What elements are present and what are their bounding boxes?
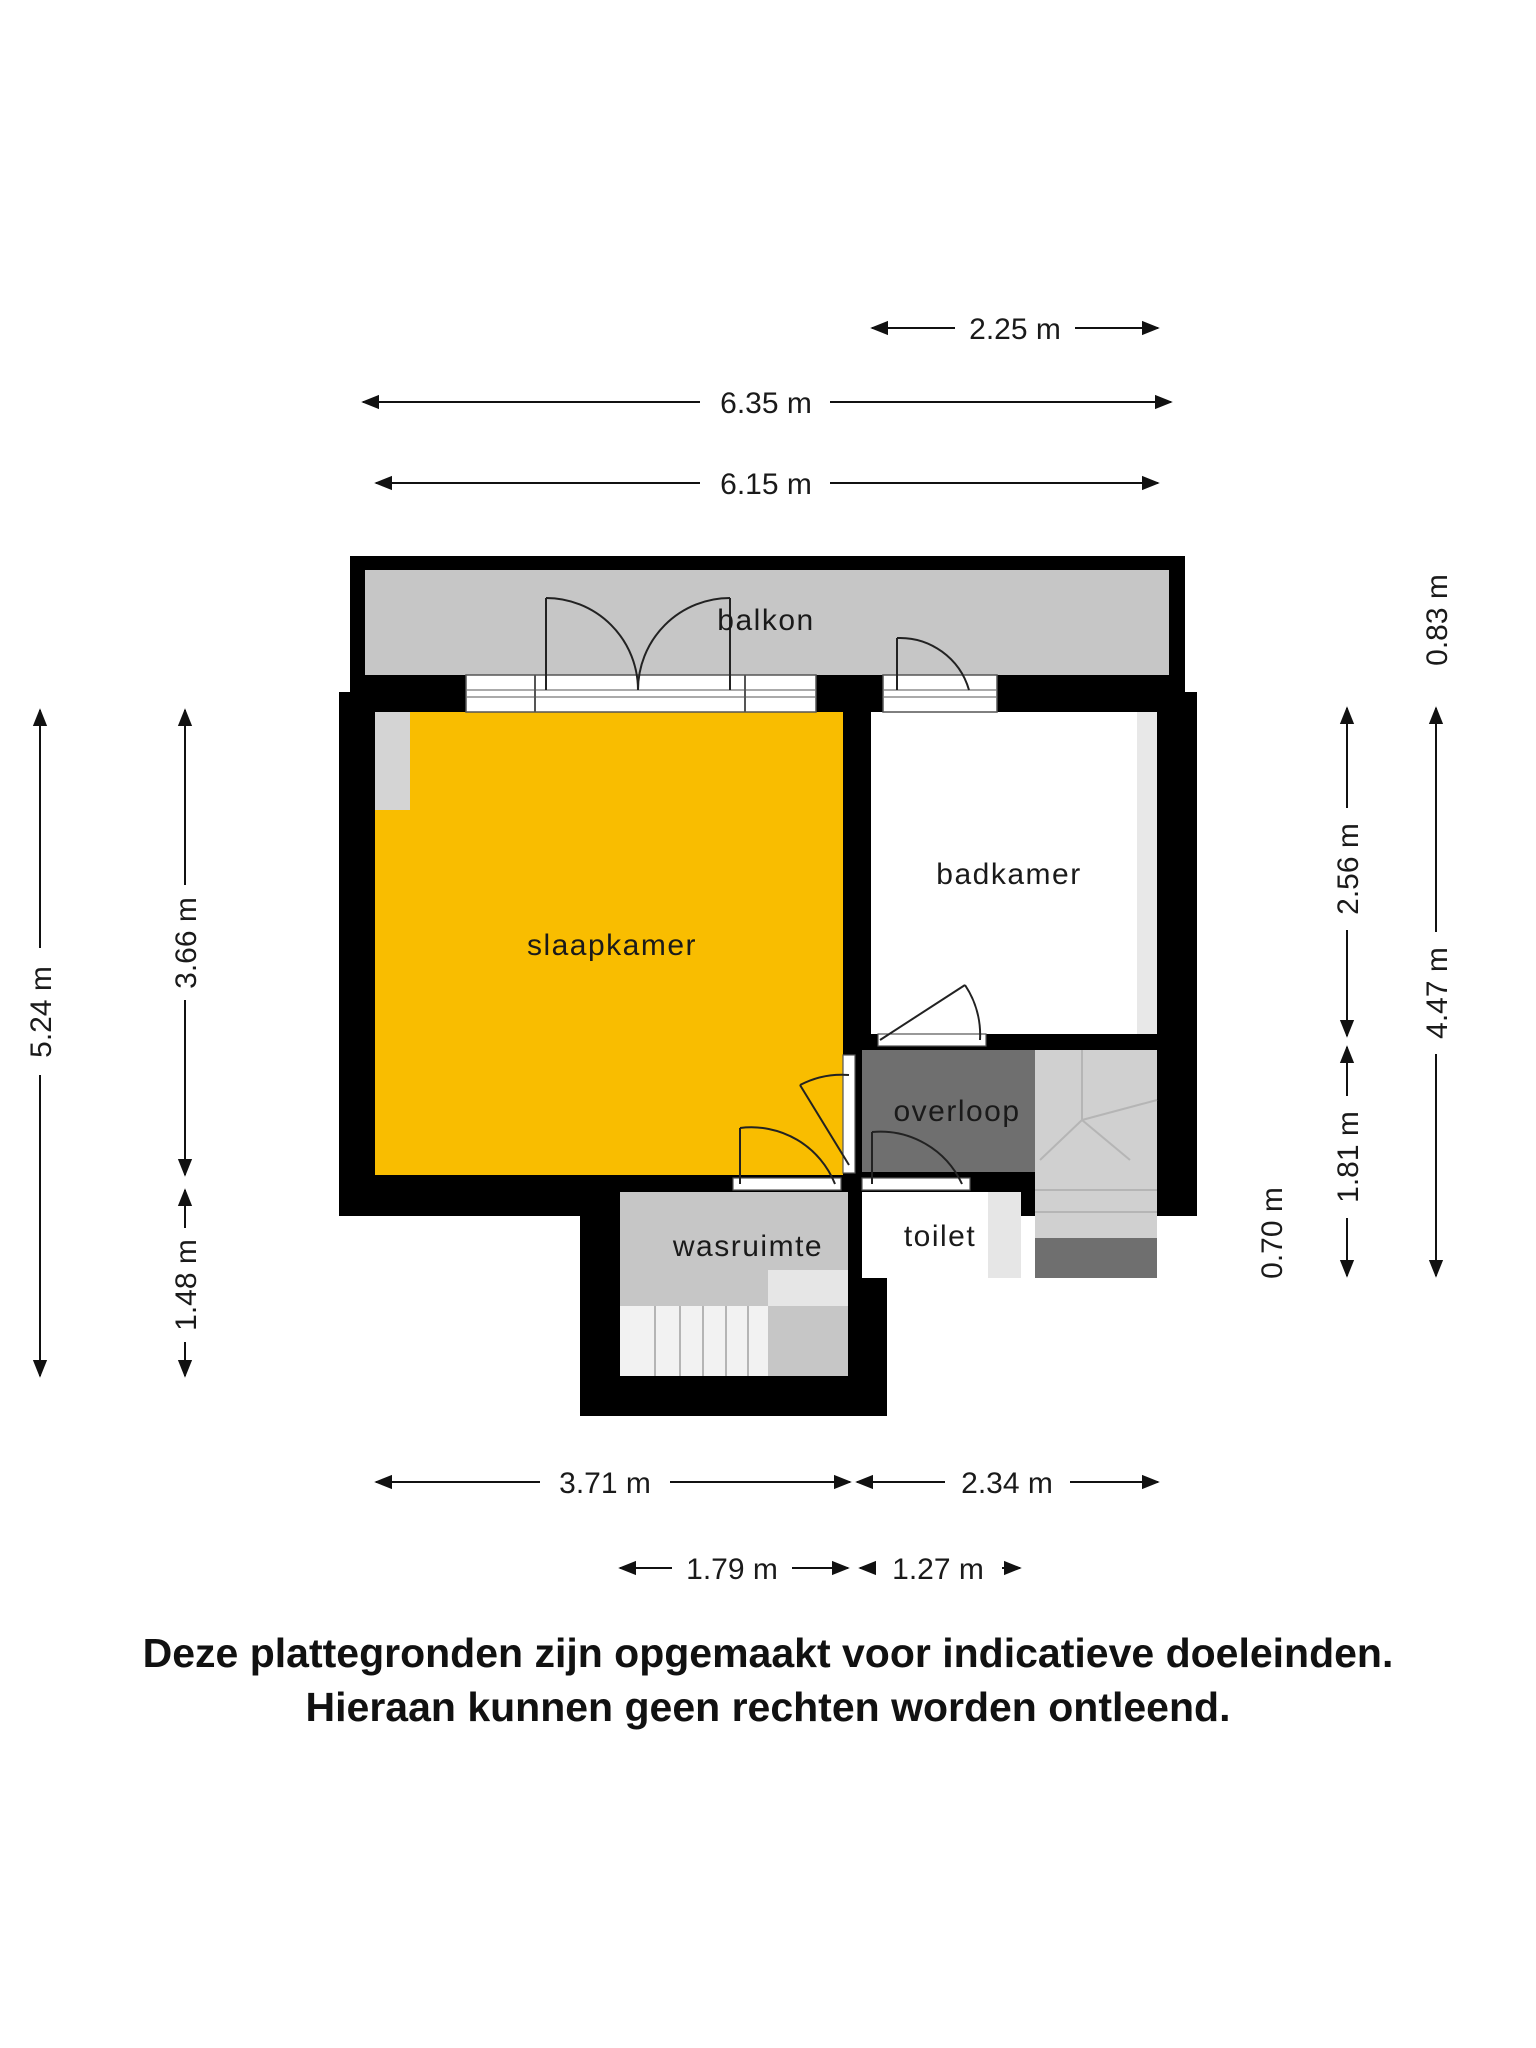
room-label-wasruimte: wasruimte bbox=[672, 1230, 824, 1263]
room-label-toilet: toilet bbox=[903, 1220, 977, 1253]
badkamer-wall-strip bbox=[1137, 712, 1157, 1034]
dim-label-left-148: 1.48 m bbox=[170, 1239, 203, 1331]
slaapkamer-closet bbox=[375, 712, 410, 810]
dim-label-bottom-234: 2.34 m bbox=[961, 1467, 1053, 1500]
dim-label-right-070: 0.70 m bbox=[1256, 1187, 1289, 1279]
stair-bottom-top bbox=[768, 1270, 848, 1306]
stair-bottom bbox=[620, 1306, 768, 1376]
dim-label-bottom-127: 1.27 m bbox=[892, 1553, 984, 1586]
dim-label-bottom-179: 1.79 m bbox=[686, 1553, 778, 1586]
dim-label-top-225: 2.25 m bbox=[969, 313, 1061, 346]
disclaimer bbox=[0, 1626, 1536, 1734]
dim-label-top-615: 6.15 m bbox=[720, 468, 812, 501]
dim-label-right-256: 2.56 m bbox=[1332, 823, 1365, 915]
room-label-badkamer: badkamer bbox=[936, 858, 1082, 891]
room-label-slaapkamer: slaapkamer bbox=[526, 929, 698, 962]
dim-label-left-524: 5.24 m bbox=[25, 966, 58, 1058]
dim-label-right-181: 1.81 m bbox=[1332, 1111, 1365, 1203]
stair-right-bottom bbox=[1035, 1238, 1157, 1278]
toilet-side bbox=[988, 1192, 1021, 1278]
room-label-overloop: overloop bbox=[893, 1095, 1021, 1128]
disclaimer-line-1: Deze plattegronden zijn opgemaakt voor indicatieve doeleinden. bbox=[142, 1630, 1394, 1676]
dim-label-top-635: 6.35 m bbox=[720, 387, 812, 420]
dim-label-left-366: 3.66 m bbox=[170, 897, 203, 989]
dim-label-bottom-371: 3.71 m bbox=[559, 1467, 651, 1500]
disclaimer-line-2: Hieraan kunnen geen rechten worden ontleend. bbox=[305, 1684, 1231, 1730]
dim-label-right-447: 4.47 m bbox=[1421, 947, 1454, 1039]
dim-label-right-083: 0.83 m bbox=[1421, 574, 1454, 666]
room-label-balkon: balkon bbox=[717, 604, 815, 637]
